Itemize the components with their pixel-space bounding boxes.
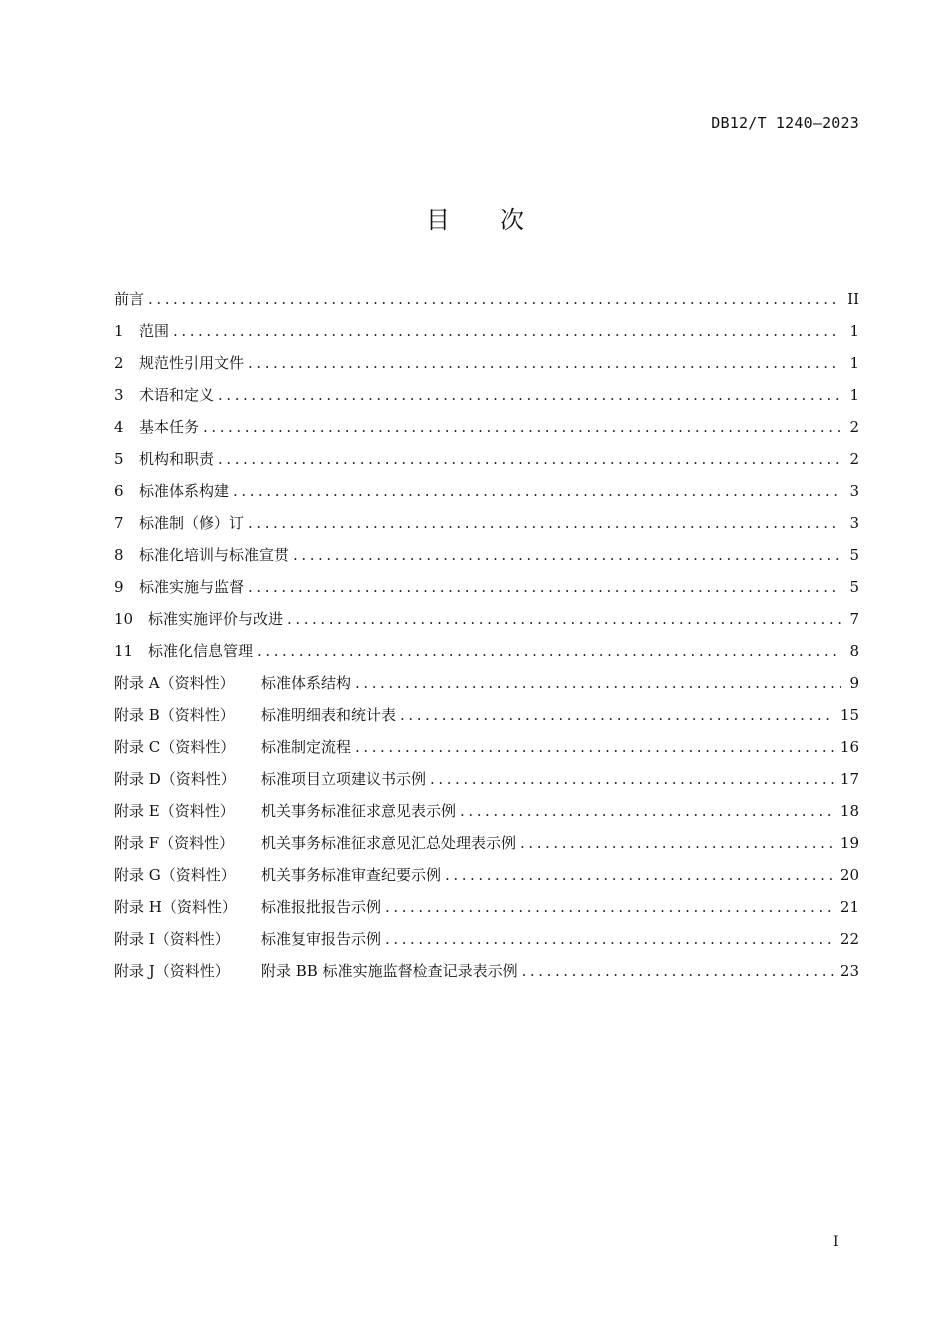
toc-entry[interactable]: [114, 667, 859, 699]
toc-entry[interactable]: [114, 475, 859, 507]
toc-dot-leader: [248, 507, 841, 539]
toc-entry-number: 11: [114, 642, 134, 660]
toc-entry-number: 附录 D（资料性）: [114, 770, 236, 788]
toc-entry-number: 附录 J（资料性）: [114, 962, 230, 980]
toc-entry-number: 附录 I（资料性）: [114, 930, 230, 948]
toc-entry-page: 22: [839, 930, 859, 948]
toc-dot-leader: [287, 603, 841, 635]
toc-entry[interactable]: [114, 379, 859, 411]
toc-dot-leader: [293, 539, 841, 571]
toc-entry-number: 2: [114, 354, 124, 372]
toc-dot-leader: [460, 795, 834, 827]
toc-entry-label: 机关事务标准审查纪要示例: [261, 866, 442, 884]
toc-dot-leader: [218, 379, 841, 411]
toc-entry-page: 1: [849, 386, 859, 404]
toc-entry[interactable]: [114, 795, 859, 827]
toc-entry-label: 基本任务: [139, 418, 200, 436]
toc-entry-page: 21: [839, 898, 859, 916]
toc-entry[interactable]: [114, 603, 859, 635]
toc-entry-label: 范围: [139, 322, 170, 340]
toc-entry-page: 7: [849, 610, 859, 628]
toc-entry-label: 标准制（修）订: [139, 514, 245, 532]
toc-entry-label: 标准项目立项建议书示例: [261, 770, 427, 788]
toc-dot-leader: [522, 955, 834, 987]
toc-entry-page: 17: [839, 770, 859, 788]
toc-entry-label: 标准实施评价与改进: [148, 610, 284, 628]
toc-entry-number: 7: [114, 514, 124, 532]
toc-dot-leader: [385, 923, 834, 955]
toc-entry[interactable]: [114, 891, 859, 923]
toc-entry[interactable]: [114, 315, 859, 347]
toc-entry-number: 附录 E（资料性）: [114, 802, 235, 820]
toc-entry-number: 附录 C（资料性）: [114, 738, 236, 756]
toc-entry-label: 标准化信息管理: [148, 642, 254, 660]
toc-entry-number: 8: [114, 546, 124, 564]
toc-entry-label: 标准体系构建: [139, 482, 230, 500]
toc-dot-leader: [520, 827, 834, 859]
toc-dot-leader: [173, 315, 841, 347]
toc-entry-label: 标准报批报告示例: [261, 898, 382, 916]
toc-entry-page: 1: [849, 322, 859, 340]
toc-entry-page: 9: [849, 674, 859, 692]
toc-entry-number: 5: [114, 450, 124, 468]
toc-entry[interactable]: [114, 571, 859, 603]
toc-entry-page: 3: [849, 514, 859, 532]
toc-entry[interactable]: [114, 443, 859, 475]
page-title: 目次: [426, 206, 574, 234]
page-number: I: [833, 1234, 839, 1250]
toc-entry[interactable]: [114, 539, 859, 571]
toc-dot-leader: [248, 347, 841, 379]
toc-dot-leader: [400, 699, 834, 731]
toc-entry[interactable]: [114, 283, 859, 315]
toc-entry-label: 机构和职责: [139, 450, 215, 468]
toc-entry[interactable]: [114, 507, 859, 539]
toc-dot-leader: [355, 667, 841, 699]
toc-entry[interactable]: [114, 827, 859, 859]
toc-entry-page: 23: [839, 962, 859, 980]
toc-entry-number: 9: [114, 578, 124, 596]
toc-entry-page: 18: [839, 802, 859, 820]
toc-entry[interactable]: [114, 859, 859, 891]
toc-entry-label: 附录 BB 标准实施监督检查记录表示例: [261, 962, 518, 980]
toc-entry-number: 10: [114, 610, 134, 628]
toc-entry-number: 6: [114, 482, 124, 500]
toc-dot-leader: [248, 571, 841, 603]
toc-entry[interactable]: [114, 731, 859, 763]
toc-dot-leader: [385, 891, 834, 923]
table-of-contents: [114, 283, 859, 987]
toc-entry[interactable]: [114, 763, 859, 795]
toc-entry-number: 3: [114, 386, 124, 404]
toc-entry-label: 前言: [114, 290, 145, 308]
toc-entry-label: 标准实施与监督: [139, 578, 245, 596]
toc-entry-label: 标准化培训与标准宣贯: [139, 546, 290, 564]
toc-entry-label: 标准复审报告示例: [261, 930, 382, 948]
toc-entry-label: 机关事务标准征求意见表示例: [261, 802, 457, 820]
toc-entry-page: 20: [839, 866, 859, 884]
toc-entry[interactable]: [114, 411, 859, 443]
toc-entry-label: 标准体系结构: [261, 674, 352, 692]
toc-dot-leader: [257, 635, 841, 667]
toc-entry-label: 术语和定义: [139, 386, 215, 404]
toc-entry[interactable]: [114, 347, 859, 379]
toc-entry-number: 附录 H（资料性）: [114, 898, 237, 916]
toc-entry-number: 1: [114, 322, 124, 340]
toc-entry[interactable]: [114, 923, 859, 955]
toc-entry-page: 2: [849, 418, 859, 436]
toc-entry-label: 规范性引用文件: [139, 354, 245, 372]
toc-entry-page: 2: [849, 450, 859, 468]
toc-entry-page: 15: [839, 706, 859, 724]
toc-dot-leader: [430, 763, 834, 795]
toc-dot-leader: [148, 283, 841, 315]
toc-entry-page: 1: [849, 354, 859, 372]
toc-entry-label: 机关事务标准征求意见汇总处理表示例: [261, 834, 517, 852]
toc-entry-label: 标准明细表和统计表: [261, 706, 397, 724]
toc-entry-number: 附录 F（资料性）: [114, 834, 235, 852]
toc-entry-page: 5: [849, 546, 859, 564]
toc-entry-page: 16: [839, 738, 859, 756]
toc-dot-leader: [233, 475, 841, 507]
toc-entry-number: 附录 G（资料性）: [114, 866, 236, 884]
toc-entry-page: 5: [849, 578, 859, 596]
toc-entry-number: 4: [114, 418, 124, 436]
toc-dot-leader: [355, 731, 834, 763]
toc-entry-page: 8: [849, 642, 859, 660]
toc-entry-page: 3: [849, 482, 859, 500]
toc-entry-page: 19: [839, 834, 859, 852]
toc-entry-page: II: [847, 290, 859, 308]
toc-dot-leader: [218, 443, 841, 475]
toc-dot-leader: [445, 859, 834, 891]
toc-entry-number: 附录 A（资料性）: [114, 674, 235, 692]
toc-entry-number: 附录 B（资料性）: [114, 706, 235, 724]
toc-entry-label: 标准制定流程: [261, 738, 352, 756]
document-code: DB12/T 1240—2023: [711, 114, 859, 132]
toc-entry[interactable]: [114, 699, 859, 731]
toc-dot-leader: [203, 411, 841, 443]
toc-entry[interactable]: [114, 955, 859, 987]
toc-entry[interactable]: [114, 635, 859, 667]
